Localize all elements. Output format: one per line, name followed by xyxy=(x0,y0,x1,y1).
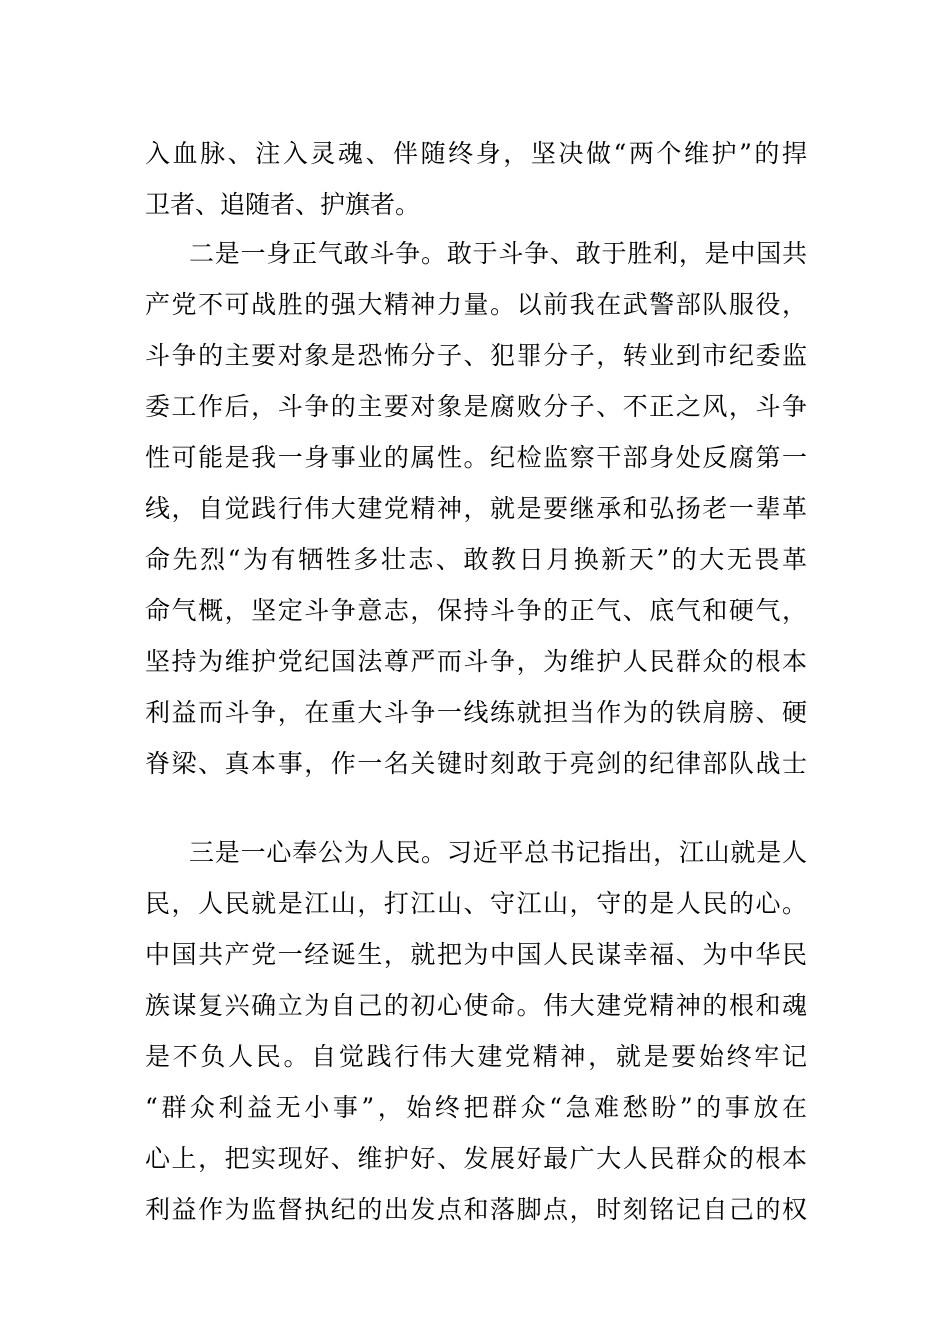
paragraph-line: 民，人民就是江山，打江山、守江山，守的是人民的心。 xyxy=(145,889,807,918)
paragraph-line: 三是一心奉公为人民。习近平总书记指出，江山就是人 xyxy=(189,838,807,867)
paragraph-line: 脊梁、真本事，作一名关键时刻敢于亮剑的纪律部队战士 xyxy=(145,749,807,778)
paragraph-line: 族谋复兴确立为自己的初心使命。伟大建党精神的根和魂 xyxy=(145,991,807,1020)
paragraph-line: 产党不可战胜的强大精神力量。以前我在武警部队服役， xyxy=(145,290,807,319)
paragraph-line: 命先烈“为有牺牲多壮志、敢教日月换新天”的大无畏革 xyxy=(145,545,807,574)
paragraph-line: 心上，把实现好、维护好、发展好最广大人民群众的根本 xyxy=(145,1144,807,1173)
paragraph-line: 斗争的主要对象是恐怖分子、犯罪分子，转业到市纪委监 xyxy=(145,341,807,370)
paragraph-line: 性可能是我一身事业的属性。纪检监察干部身处反腐第一 xyxy=(145,443,807,472)
paragraph-3 xyxy=(145,827,807,1235)
paragraph-line: 委工作后，斗争的主要对象是腐败分子、不正之风，斗争 xyxy=(145,392,807,421)
paragraph-line: 中国共产党一经诞生，就把为中国人民谋幸福、为中华民 xyxy=(145,940,807,969)
paragraph-line: 二是一身正气敢斗争。敢于斗争、敢于胜利，是中国共 xyxy=(189,239,807,268)
paragraph-line: 利益作为监督执纪的出发点和落脚点，时刻铭记自己的权 xyxy=(145,1195,807,1224)
paragraph-1 xyxy=(145,128,807,230)
paragraph-line: 入血脉、注入灵魂、伴随终身，坚决做“两个维护”的捍 xyxy=(145,139,807,168)
paragraph-line: 利益而斗争，在重大斗争一线练就担当作为的铁肩膀、硬 xyxy=(145,698,807,727)
paragraph-line: “群众利益无小事”，始终把群众“急难愁盼”的事放在 xyxy=(145,1093,807,1122)
paragraph-2 xyxy=(145,228,807,789)
paragraph-line: 命气概，坚定斗争意志，保持斗争的正气、底气和硬气， xyxy=(145,596,807,625)
paragraph-line: 线，自觉践行伟大建党精神，就是要继承和弘扬老一辈革 xyxy=(145,494,807,523)
paragraph-line: 卫者、追随者、护旗者。 xyxy=(145,190,421,219)
paragraph-line: 是不负人民。自觉践行伟大建党精神，就是要始终牢记 xyxy=(145,1042,807,1071)
paragraph-line: 坚持为维护党纪国法尊严而斗争，为维护人民群众的根本 xyxy=(145,647,807,676)
